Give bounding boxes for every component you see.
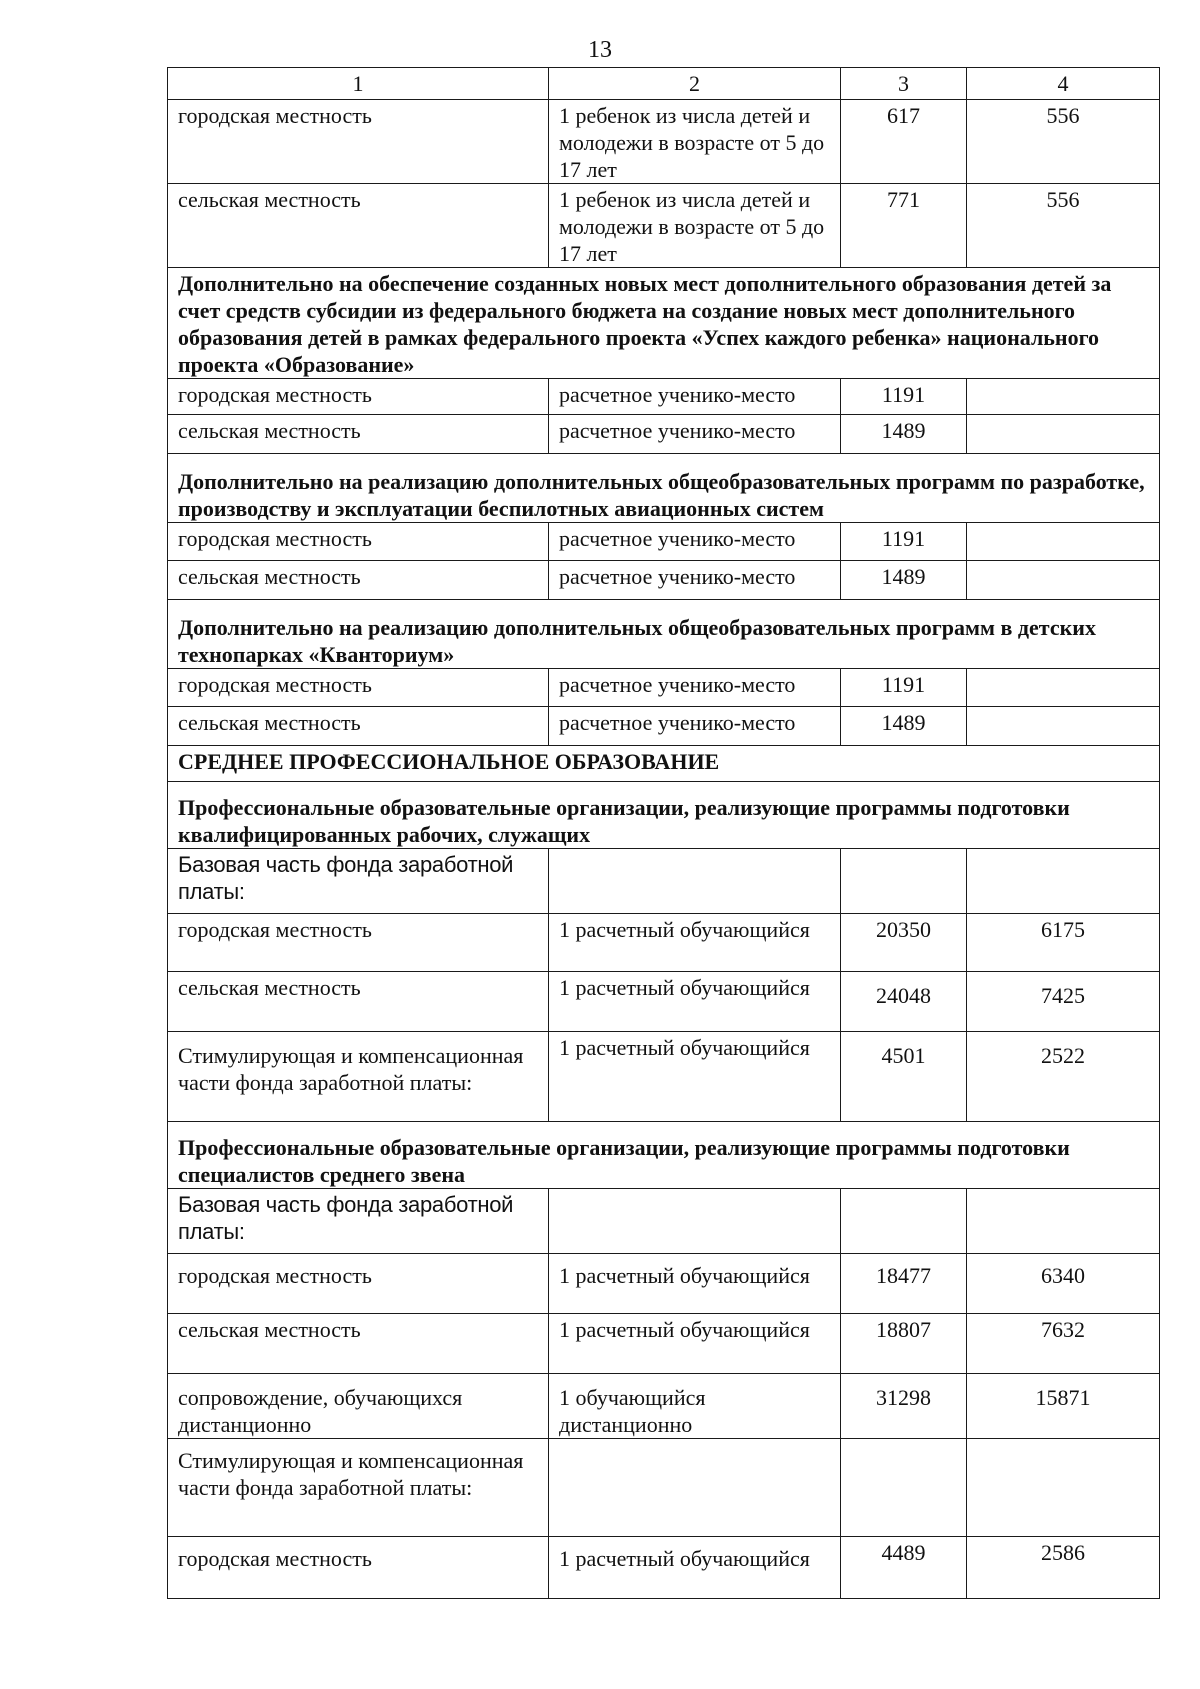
table-row xyxy=(168,1374,1160,1439)
cell-unit: расчетное ученико-место xyxy=(549,669,841,707)
table-row xyxy=(168,1439,1160,1537)
cell-empty xyxy=(967,1189,1160,1254)
table-row xyxy=(168,707,1160,746)
cell-area: городская местность xyxy=(168,379,549,415)
cell-area: Стимулирующая и компенсационная части фонда заработной платы: xyxy=(168,1439,549,1537)
cell-value-3: 20350 xyxy=(841,914,967,972)
cell-value-3: 1489 xyxy=(841,561,967,600)
cell-value-4 xyxy=(967,561,1160,600)
cell-label: Базовая часть фонда заработной платы: xyxy=(168,849,549,914)
cell-unit: 1 расчетный обучающийся xyxy=(549,914,841,972)
cell-area: сельская местность xyxy=(168,184,549,268)
section-title: Дополнительно на реализацию дополнительных общеобразовательных программ в детских технопарках «Кванториум» xyxy=(168,600,1160,669)
cell-unit xyxy=(549,1439,841,1537)
cell-area: Стимулирующая и компенсационная части фонда заработной платы: xyxy=(168,1032,549,1122)
cell-area: городская местность xyxy=(168,1537,549,1599)
cell-unit: расчетное ученико-место xyxy=(549,415,841,454)
section-header-row xyxy=(168,454,1160,523)
cell-unit: 1 ребенок из числа детей и молодежи в возрасте от 5 до 17 лет xyxy=(549,100,841,184)
part-title: СРЕДНЕЕ ПРОФЕССИОНАЛЬНОЕ ОБРАЗОВАНИЕ xyxy=(168,746,1160,782)
section-header-row xyxy=(168,1122,1160,1189)
cell-value-3: 4501 xyxy=(841,1032,967,1122)
cell-value-3: 1191 xyxy=(841,669,967,707)
table-row xyxy=(168,669,1160,707)
cell-unit: 1 расчетный обучающийся xyxy=(549,972,841,1032)
cell-value-4 xyxy=(967,669,1160,707)
section-title: Дополнительно на реализацию дополнительных общеобразовательных программ по разработке, производству и эксплуатации беспилотных авиационных систем xyxy=(168,454,1160,523)
cell-unit: 1 обучающийся дистанционно xyxy=(549,1374,841,1439)
cell-value-3: 24048 xyxy=(841,972,967,1032)
cell-unit: 1 ребенок из числа детей и молодежи в возрасте от 5 до 17 лет xyxy=(549,184,841,268)
cell-area: городская местность xyxy=(168,914,549,972)
table-row xyxy=(168,379,1160,415)
cell-area: городская местность xyxy=(168,669,549,707)
section-header-row xyxy=(168,782,1160,849)
column-header: 4 xyxy=(967,68,1160,100)
cell-unit: расчетное ученико-место xyxy=(549,561,841,600)
cell-value-3: 1489 xyxy=(841,415,967,454)
cell-value-3: 18807 xyxy=(841,1314,967,1374)
table-row xyxy=(168,849,1160,914)
table-row xyxy=(168,1254,1160,1314)
section-title: Профессиональные образовательные организации, реализующие программы подготовки квалифицированных рабочих, служащих xyxy=(168,782,1160,849)
tariff-table xyxy=(167,67,1160,1599)
cell-empty xyxy=(841,1189,967,1254)
cell-area: сельская местность xyxy=(168,707,549,746)
column-header-row xyxy=(168,68,1160,100)
cell-unit: 1 расчетный обучающийся xyxy=(549,1537,841,1599)
cell-area: городская местность xyxy=(168,100,549,184)
cell-value-4: 556 xyxy=(967,184,1160,268)
cell-value-3: 771 xyxy=(841,184,967,268)
cell-area: сельская местность xyxy=(168,561,549,600)
cell-unit: расчетное ученико-место xyxy=(549,379,841,415)
table-row xyxy=(168,523,1160,561)
table-row xyxy=(168,561,1160,600)
cell-area: сельская местность xyxy=(168,972,549,1032)
cell-unit: расчетное ученико-место xyxy=(549,523,841,561)
cell-area: городская местность xyxy=(168,1254,549,1314)
cell-value-4 xyxy=(967,1439,1160,1537)
table-row xyxy=(168,1032,1160,1122)
cell-value-4 xyxy=(967,415,1160,454)
cell-value-3: 31298 xyxy=(841,1374,967,1439)
section-header-row xyxy=(168,268,1160,379)
cell-value-3: 18477 xyxy=(841,1254,967,1314)
cell-value-3: 1191 xyxy=(841,523,967,561)
cell-value-4: 15871 xyxy=(967,1374,1160,1439)
column-header: 2 xyxy=(549,68,841,100)
table-row xyxy=(168,1314,1160,1374)
cell-area: городская местность xyxy=(168,523,549,561)
cell-value-3: 617 xyxy=(841,100,967,184)
cell-empty xyxy=(549,1189,841,1254)
cell-empty xyxy=(549,849,841,914)
cell-value-4: 7632 xyxy=(967,1314,1160,1374)
cell-area: сельская местность xyxy=(168,415,549,454)
table-row xyxy=(168,184,1160,268)
cell-value-4: 2522 xyxy=(967,1032,1160,1122)
cell-unit: расчетное ученико-место xyxy=(549,707,841,746)
cell-value-4: 7425 xyxy=(967,972,1160,1032)
column-header: 1 xyxy=(168,68,549,100)
cell-value-3: 1489 xyxy=(841,707,967,746)
cell-unit: 1 расчетный обучающийся xyxy=(549,1314,841,1374)
cell-value-3: 4489 xyxy=(841,1537,967,1599)
cell-empty xyxy=(967,849,1160,914)
cell-value-3 xyxy=(841,1439,967,1537)
cell-area: сельская местность xyxy=(168,1314,549,1374)
table-row xyxy=(168,1537,1160,1599)
part-header-row xyxy=(168,746,1160,782)
section-title: Профессиональные образовательные организации, реализующие программы подготовки специалистов среднего звена xyxy=(168,1122,1160,1189)
cell-unit: 1 расчетный обучающийся xyxy=(549,1254,841,1314)
page-number: 13 xyxy=(588,37,612,63)
cell-value-4: 6340 xyxy=(967,1254,1160,1314)
table-row xyxy=(168,1189,1160,1254)
section-header-row xyxy=(168,600,1160,669)
table-row xyxy=(168,972,1160,1032)
table-row xyxy=(168,914,1160,972)
cell-area: сопровождение, обучающихся дистанционно xyxy=(168,1374,549,1439)
cell-empty xyxy=(841,849,967,914)
cell-value-4: 556 xyxy=(967,100,1160,184)
cell-value-4: 2586 xyxy=(967,1537,1160,1599)
cell-unit: 1 расчетный обучающийся xyxy=(549,1032,841,1122)
column-header: 3 xyxy=(841,68,967,100)
table-row xyxy=(168,415,1160,454)
cell-value-3: 1191 xyxy=(841,379,967,415)
table-row xyxy=(168,100,1160,184)
cell-value-4 xyxy=(967,523,1160,561)
cell-value-4: 6175 xyxy=(967,914,1160,972)
cell-label: Базовая часть фонда заработной платы: xyxy=(168,1189,549,1254)
section-title: Дополнительно на обеспечение созданных новых мест дополнительного образования детей за счет средств субсидии из федерального бюджета на создание новых мест дополнительного образования детей в рамках федерального проекта «Успех каждого ребенка» национального проекта «Образование» xyxy=(168,268,1160,379)
cell-value-4 xyxy=(967,379,1160,415)
cell-value-4 xyxy=(967,707,1160,746)
